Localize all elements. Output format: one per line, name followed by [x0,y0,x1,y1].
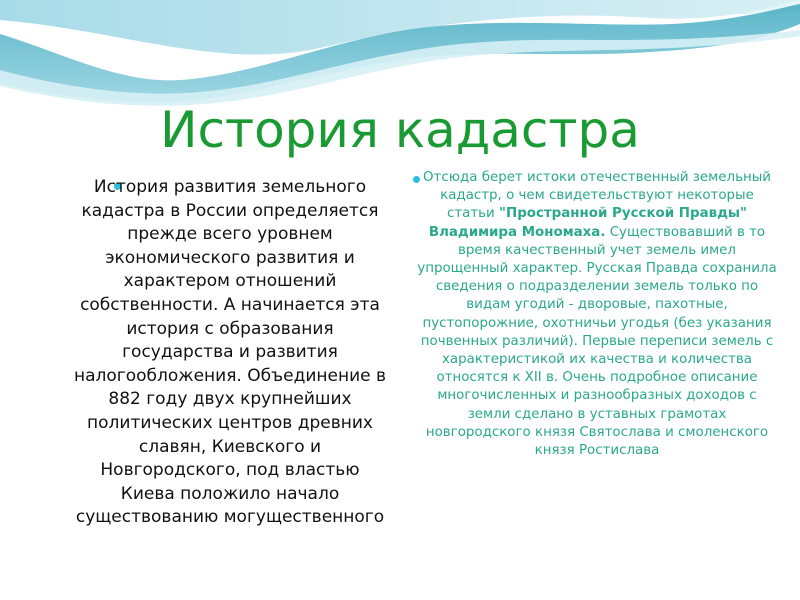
right-text-intro: Отсюда берет истоки отечественный земельный кадастр, о чем свидетельствуют некоторые статьи [423,170,771,222]
slide-title: История кадастра [160,101,640,159]
left-text-block: История развития земельного кадастра в России определяется прежде всего уровнем экономического развития и характером отношений собственности. А начинается эта история с образования государства и развития налогообложения. Объединение в 882 году двух крупнейших политических центров древних славян, Киевского и Новгородского, под властью Киева положило начало существованию могущественного [73,177,386,528]
right-text-rest: Существовавший в то время качественный учет земель имел упрощенный характер. Русская Правда сохранила сведения о подразделении земель только по видам угодий - дворовые, пахотные, пустопорожние, охотничьи угодья (без указания почвенных различий). Первые переписи земель с характеристикой их качества и количества относятся к XII в. Очень подробное описание многочисленных и разнообразных доходов с земли сделано в уставных грамотах новгородского князя Святослава и смоленского князя Ростислава [417,224,777,459]
right-text-bold: "Пространной Русской Правды" Владимира Мономаха. [428,206,748,240]
right-text-block [416,169,778,460]
